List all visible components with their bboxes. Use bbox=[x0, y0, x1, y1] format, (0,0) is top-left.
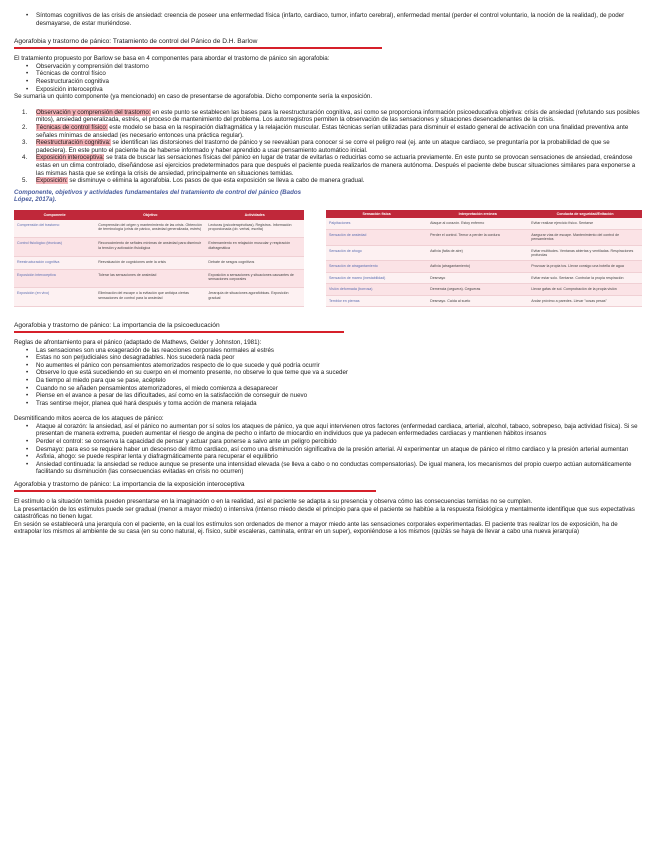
item-number: 1. bbox=[22, 108, 28, 116]
item-label: Técnicas de control físico: bbox=[36, 123, 108, 131]
section1-title: Agorafobia y trastorno de pánico: Tratamiento de control del Pánico de D.H. Barlow bbox=[14, 38, 258, 46]
table-cell: Tolerar las sensaciones de ansiedad bbox=[95, 269, 205, 287]
table-row bbox=[326, 245, 642, 261]
section3-paragraph: En sesión se establecerá una jerarquía con el paciente, en la cual los estímulos son ordenados de menor a mayor miedo ante las sensaciones corporales experimentadas. El paciente tras realizar los de exposición, ha de extrapolar los mismos al ambiente de su casa (en su cono natural, ej. físico, subir escaleras, caminata, entrar en un super), exponiéndose a los mismos (quizás se haya de llevar a cabo una nueva jerarquía) bbox=[14, 520, 618, 536]
table-row bbox=[326, 284, 642, 295]
item-label: Reestructuración cognitiva: bbox=[36, 139, 111, 147]
table-row bbox=[14, 288, 304, 307]
components-table bbox=[14, 210, 304, 307]
table-caption: Componente, objetivos y actividades fundamentales del tratamiento de control del pánico (Bados López, 2017a). bbox=[14, 188, 302, 204]
table-cell: Desmayo. Caída al suelo bbox=[427, 295, 528, 306]
table-cell: Debate de sesgos cognitivos bbox=[205, 256, 304, 269]
item-number: 3. bbox=[22, 139, 28, 147]
table-header: Componente bbox=[14, 210, 95, 220]
table-cell: Sensación de mareo (inestabilidad) bbox=[326, 272, 427, 283]
table-header: Actividades bbox=[205, 210, 304, 220]
table-cell: Exposición (en vivo) bbox=[14, 288, 95, 307]
table-cell: Evitar multitudes. Ventanas abiertas y ventiladas. Respiraciones profundas bbox=[528, 245, 642, 261]
numbered-item bbox=[22, 139, 642, 154]
rule-item: • Cuando no se añaden pensamientos atemorizadores, el miedo comienza a desaparecer bbox=[36, 385, 642, 393]
table-cell: Temblor en piernas bbox=[326, 295, 427, 306]
myth-item: • Desmayo: para eso se requiere haber un descenso del ritmo cardiaco, así como una disminución significativa de la presión arterial. Al experimentar un ataque de pánico el ritmo cardiaco y la presión arterial aumentan bbox=[36, 446, 642, 454]
component-item: • Observación y comprensión del trastorno bbox=[36, 63, 642, 71]
table-header-row bbox=[14, 210, 304, 220]
table-row bbox=[326, 229, 642, 245]
rule-item: • No aumentes el pánico con pensamientos atemorizados respecto de lo que sucede y qué podría ocurrir bbox=[36, 362, 642, 370]
table-header: Objetivo bbox=[95, 210, 205, 220]
table-cell: Palpitaciones bbox=[326, 218, 427, 229]
myth-item: • Ataque al corazón: la ansiedad, así el pánico no aumentan por sí solos los ataques de pánico, ya que aquí intervienen otros factores (enfermedad cardiaca, arterial, alcohol, tabaco, sobrepeso, baja actividad física). Si se presentan de manera extrema, pueden aumentar el riesgo de angina de pecho o infarto de miocardio en individuos que ya padecen enfermedades cardiacas y mantienen hábitos insanos bbox=[36, 423, 642, 438]
table-cell: Sensación de atragantamiento bbox=[326, 261, 427, 272]
table-cell: Visión deformada (borrosa) bbox=[326, 284, 427, 295]
rule-item: • Tras sentirse mejor, planea qué hará después y toma acción de manera relajada bbox=[36, 400, 642, 408]
components-list bbox=[14, 63, 642, 93]
table-cell: Provocar la propia tos. Llevar consigo una botella de agua bbox=[528, 261, 642, 272]
table-header: Conducta de seguridad/Evitación bbox=[528, 210, 642, 218]
table-cell: Evitar realizar ejercicio físico. Sentarse bbox=[528, 218, 642, 229]
rule-item: • Estas no son perjudiciales sino desagradables. Nos sucederá nada peor bbox=[36, 354, 642, 362]
item-label: Exposición: bbox=[36, 177, 68, 185]
table-cell: Desmayo bbox=[427, 272, 528, 283]
myth-item: • Perder el control: se conserva la capacidad de pensar y actuar para ponerse a salvo ante un peligro percibido bbox=[36, 438, 642, 446]
table-row bbox=[14, 220, 304, 238]
myth-item: • Asfixia, ahogo: se puede respirar lenta y diafragmáticamente para recuperar el equilibrio bbox=[36, 453, 642, 461]
component-item: • Exposición interoceptiva bbox=[36, 86, 642, 94]
myths-title: Desmitificando mitos acerca de los ataques de pánico: bbox=[14, 415, 164, 423]
intro-bullet-list bbox=[14, 12, 642, 27]
myth-item: • Ansiedad continuada: la ansiedad se reduce aunque se presente una intensidad elevada (se lleva a cabo o no conductas compensatorias). De igual manera, los mecanismos del propio cuerpo actúan automáticamente facilitando su disminución (las consecuencias evitadas en crisis no ocurren) bbox=[36, 461, 642, 476]
table-cell: Perder el control. Temor a perder la cordura bbox=[427, 229, 528, 245]
intro-bullet: • Síntomas cognitivos de las crisis de ansiedad: creencia de poseer una enfermedad física (infarto, cardiaco, tumor, infarto cerebral), enfermedad mental (perder el control voluntario, la noción de la realidad), de poder desmayarse, de estar muriéndose. bbox=[36, 12, 642, 27]
table-cell: Demencia (ceguera). Cegueras bbox=[427, 284, 528, 295]
table-row bbox=[326, 295, 642, 306]
rules-title: Reglas de afrontamiento para el pánico (adaptado de Mathews, Gelder y Johnston, 1981): bbox=[14, 338, 262, 346]
section1-intro: El tratamiento propuesto por Barlow se basa en 4 componentes para abordar el trastorno de pánico sin agorafobia: bbox=[14, 55, 330, 63]
item-text: se identifican las distorsiones del trastorno de pánico y se reevalúan para conocer si se corre el peligro real (ej. ante un ataque cardiaco, se preguntaría por la probabilidad de que se padeciera). En este punto el paciente ha de haberse informado y haber aprendido a usar pensamiento automático inicial. bbox=[36, 139, 610, 154]
numbered-item bbox=[22, 154, 642, 177]
rule-item: • Observe lo que está sucediendo en su cuerpo en el momento presente, no observe lo que teme que va a suceder bbox=[36, 369, 642, 377]
table-cell: Reestructuración cognitiva bbox=[14, 256, 95, 269]
sensations-table bbox=[326, 210, 642, 307]
numbered-item bbox=[22, 108, 642, 124]
table-cell: Evitar estar solo. Sentarse. Controlar la propia respiración bbox=[528, 272, 642, 283]
section3-title: Agorafobia y trastorno de pánico: La importancia de la exposición interoceptiva bbox=[14, 481, 245, 489]
table-cell: Entrenamiento en relajación muscular y respiración diafragmática bbox=[205, 238, 304, 256]
item-text: se disminuye o elimina la agorafobia. Los pasos de que esta exposición se lleva a cabo de manera gradual. bbox=[67, 177, 365, 185]
table-cell: Asfixia (falta de aire) bbox=[427, 245, 528, 261]
numbered-item bbox=[22, 177, 642, 185]
table-cell: Sensación de ahogo bbox=[326, 245, 427, 261]
myths-list bbox=[14, 423, 642, 476]
item-label: Exposición interoceptiva: bbox=[36, 154, 105, 162]
section2-title: Agorafobia y trastorno de pánico: La importancia de la psicoeducación bbox=[14, 321, 220, 329]
table-header-row bbox=[326, 210, 642, 218]
table-row bbox=[326, 218, 642, 229]
table-row bbox=[14, 256, 304, 269]
table-row bbox=[326, 261, 642, 272]
table-cell: Eliminación del escape o la evitación que anticipa ciertas sensaciones de control para la ansiedad bbox=[95, 288, 205, 307]
table-row bbox=[14, 238, 304, 256]
table-cell: Exposición a sensaciones y situaciones causantes de sensaciones corporales bbox=[205, 269, 304, 287]
item-number: 2. bbox=[22, 123, 28, 131]
table-cell: Llevar gafas de sol. Comprobación de la propia visión bbox=[528, 284, 642, 295]
component-item: • Técnicas de control físico bbox=[36, 70, 642, 78]
rules-list bbox=[14, 347, 642, 408]
table-cell: Exposición interoceptiva bbox=[14, 269, 95, 287]
table-cell: Asegurar vías de escape. Mantenimiento del control de pensamientos bbox=[528, 229, 642, 245]
table-cell: Comprensión del trastorno bbox=[14, 220, 95, 238]
section3-paragraph: La presentación de los estímulos puede ser gradual (menor a mayor miedo) o intensiva (intenso miedo desde el principio para que el paciente se habitúe a la respuesta fisiológica y mentalmente identifique que sus expectativas catastróficas no tienen lugar. bbox=[14, 505, 635, 521]
rule-item: • Las sensaciones son una exageración de las reacciones corporales normales al estrés bbox=[36, 347, 642, 355]
table-cell: Asfixia (atragantamiento) bbox=[427, 261, 528, 272]
table-cell: Comprensión del origen y mantenimiento de las crisis. Obtención de terminología (crisis de pánico, ansiedad generalizada, estrés) bbox=[95, 220, 205, 238]
table-header: Interpretación errónea bbox=[427, 210, 528, 218]
table-cell: Reconocimiento de señales mínimas de ansiedad para disminuir la tensión y activación fisiológica bbox=[95, 238, 205, 256]
item-number: 4. bbox=[22, 154, 28, 162]
table-cell: Control fisiológico (técnicas) bbox=[14, 238, 95, 256]
item-number: 5. bbox=[22, 177, 28, 185]
section1-underline bbox=[14, 47, 382, 49]
tables-row bbox=[14, 210, 642, 307]
table-cell: Reevaluación de cogniciones ante la crisis bbox=[95, 256, 205, 269]
table-cell: Jerarquía de situaciones agorafóbicas. Exposición gradual bbox=[205, 288, 304, 307]
table-row bbox=[326, 272, 642, 283]
item-text: este modelo se basa en la respiración diafragmática y la relajación muscular. Estas técnicas serían utilizadas para disminuir el estado general de activación con una finalidad preventiva ante señales mínimas de ansiedad (es necesario entonces una práctica regular). bbox=[36, 123, 629, 139]
table-row bbox=[14, 269, 304, 287]
rule-item: • Piense en el avance a pesar de las dificultades, así como en la satisfacción de conseguir de nuevo bbox=[36, 392, 642, 400]
table-cell: Andar próximo a paredes. Llevar "cosas pesas" bbox=[528, 295, 642, 306]
section3-paragraph: El estímulo o la situación temida pueden presentarse en la imaginación o en la realidad, así el paciente se adapta a su presencia y observa cómo las consecuencias temidas no se cumplen. bbox=[14, 498, 533, 506]
item-label: Observación y comprensión del trastorno: bbox=[36, 108, 151, 116]
rule-item: • Da tiempo al miedo para que se pase, acéptelo bbox=[36, 377, 642, 385]
table-cell: Sensación de ansiedad bbox=[326, 229, 427, 245]
item-text: en este punto se establecen las bases para la reestructuración cognitiva, así como se proporciona información psicoeducativa objetiva: crisis de ansiedad (refutando sus posibles mitos), ansiedad generalizada, estrés, el proceso de mantenimiento del problema. Los autorregistros permiten la observación de las sensaciones y situaciones desencadenantes de la crisis. bbox=[36, 108, 640, 124]
component-item: • Reestructuración cognitiva bbox=[36, 78, 642, 86]
table-cell: Ataque al corazón. Estoy enfermo bbox=[427, 218, 528, 229]
fifth-component-text: Se sumaría un quinto componente (ya mencionado) en caso de presentarse de agorafobia. Dicho componente sería la exposición. bbox=[14, 93, 373, 101]
numbered-list bbox=[14, 109, 642, 185]
numbered-item bbox=[22, 123, 642, 139]
section3-underline bbox=[14, 490, 376, 492]
table-cell: Lecturas (psicoterapéuticas). Registros. Información proporcionada (ob. verbal, escrita) bbox=[205, 220, 304, 238]
table-header: Sensación física bbox=[326, 210, 427, 218]
item-text: se trata de buscar las sensaciones físicas del pánico en lugar de tratar de evitarlas o reducirlas como se actuaría previamente. En este punto se provocan sensaciones de ansiedad, creándose estas en un clima controlado, diseñándose así ejercicios predeterminados para que después el paciente pueda realizarlos de manera autónoma. Después el paciente debe buscar situaciones similares para exponerse a las mismas hasta que se extinga la crisis de ansiedad, principalmente en situaciones temidas. bbox=[36, 154, 636, 177]
section2-underline bbox=[14, 331, 344, 333]
